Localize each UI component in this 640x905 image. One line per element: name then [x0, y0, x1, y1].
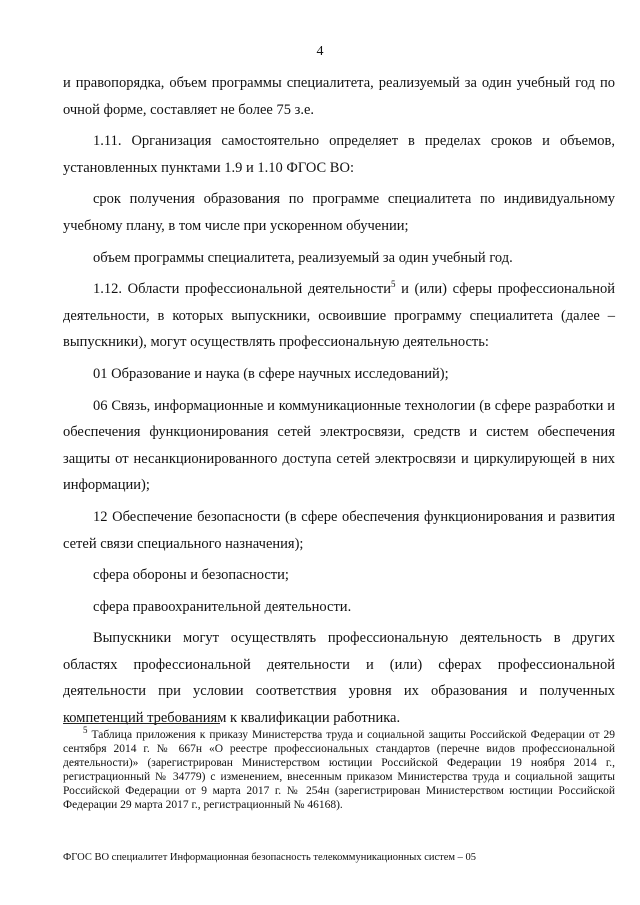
paragraph-1-12 [63, 276, 615, 356]
footnote [63, 725, 615, 812]
paragraph: 06 Связь, информационные и коммуникационные технологии (в сфере разработки и обеспечения функционирования сетей электросвязи, средств и систем обеспечения защиты от несанкционированного доступа сетей электросвязи и циркулирующей в них информации); [63, 397, 615, 494]
paragraph: 01 Образование и наука (в сфере научных исследований); [93, 365, 449, 382]
paragraph: сфера обороны и безопасности; [93, 567, 289, 584]
paragraph: сфера правоохранительной деятельности. [93, 598, 352, 615]
footnote-ref: 5 [390, 279, 396, 290]
paragraph: и правопорядка, объем программы специалитета, реализуемый за один учебный год по очной форме, составляет не более 75 з.е. [63, 75, 615, 118]
page-number: 4 [316, 44, 324, 59]
paragraph: Выпускники могут осуществлять профессиональную деятельность в других областях профессиональной деятельности и (или) сферах профессиональной деятельности при условии соответствия уровня их образования и полученных компетенций требованиям к квалификации работника. [63, 630, 615, 727]
paragraph: 12 Обеспечение безопасности (в сфере обеспечения функционирования и развития сетей связи специального назначения); [63, 508, 615, 552]
paragraph: 1.11. Организация самостоятельно определяет в пределах сроков и объемов, установленных пунктами 1.9 и 1.10 ФГОС ВО: [63, 133, 615, 176]
page-footer: ФГОС ВО специалитет Информационная безопасность телекоммуникационных систем – 05 [63, 852, 477, 863]
paragraph: срок получения образования по программе специалитета по индивидуальному учебному плану, в том числе при ускоренном обучении; [63, 191, 615, 234]
paragraph-lead: 1.12. Области профессиональной деятельности [93, 281, 391, 298]
footnote-divider [63, 723, 220, 724]
paragraph: объем программы специалитета, реализуемый за один учебный год. [93, 249, 513, 266]
paragraph-rest: и (или) сферы профессиональной деятельности, в которых выпускники, освоившие программу специалитета (далее – выпускники), могут осуществлять профессиональную деятельность: [63, 281, 615, 351]
footnote-text: Таблица приложения к приказу Министерства труда и социальной защиты Российской Федерации от 29 сентября 2014 г. № 667н «О реестре профессиональных стандартов (перечне видов профессиональной деятельности)» (зарегистрирован Министерством юстиции Российской Федерации 19 ноября 2014 г., регистрационный № 34779) с изменением, внесенным приказом Министерства труда и социальной защиты Российской Федерации от 9 марта 2017 г. № 254н (зарегистрирован Министерством юстиции Российской Федерации 29 марта 2017 г., регистрационный № 46168). [63, 729, 615, 811]
footnote-marker: 5 [83, 725, 88, 736]
document-body [63, 70, 615, 737]
